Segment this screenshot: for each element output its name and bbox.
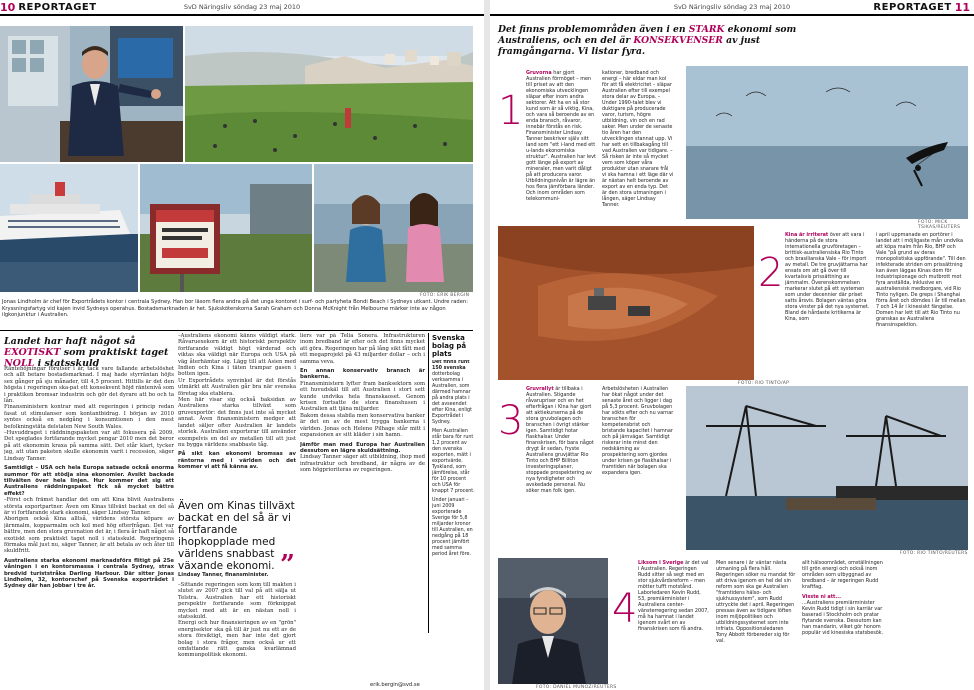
item-number-4: 4 [612,586,638,632]
item-number-3: 3 [498,398,524,444]
photo-kevin-rudd [498,558,608,684]
photo-caption: Jonas Lindholm är chef för Exportrådets kontor i centrala Sydney. Han bor läsom flera andra på det unga kontoret i surf- och partyheta Bondi Beach i Sydneys utkant. Undre raden: Kryssningsfartyg vid kajen invid Sydneys operahus. Bostadsmarknaden är het. Sjuksköterskorna Sarah Graham och Donna McKnight från Melbourne märker inte av någon ilgkonjunktur i Australien. [2,299,468,318]
section-title: REPORTAGET [18,1,97,13]
photo-port-cranes [686,386,968,550]
sidebar-text: Det finns runt 150 svenska dotterbolag verksamma i Australien, som därmed hamnar på andra plats i det avseendet efter Kina, enligt Exportrådet i Sydney. Men Australien står bara för runt 1,2 procent av den svenska exporten, mätt i exportvärde. Tyskland, som jämförelse, står för 10 procent och USA för knappt 7 procent. Under januari –juni 2009 exporterade Sverige för 5,8 miljarder kronor till Australien, en nedgång på 18 procent jämfört med samma period året före. [432,360,475,557]
photo-open-pit-mine [498,226,754,380]
photo-property-sale-sign [140,164,312,292]
photo-credit-4: FOTO: DANIEL MUNOZ/REUTERS [536,685,617,690]
item-4-column-2: Men senare i år väntar nästa utmaning på flera håll. Regeringen söker nu mandat för att driva igenom en hel del sin reform som ska ge Australien "framtidens hälso- och sjukhussystem", som Rudd uttryckte det i april. Regeringen pressas även av tidigare löften inom miljöpolitiken och utbildningssystemet som inte infriats. Oppositionsledaren Tony Abbott förbereder sig för val. [716,560,796,644]
byline: erik.bergin@svd.se [370,682,420,688]
quote-attribution: Lindsay Tanner, finansminister. [178,572,269,578]
article-column-1: Räntehöjningar förutser i år, tack vare fallande arbetslöshet och allt betare bostadsmarknad. I maj hade styrräntan höjts sex gånger på sju månader, till 4,5 procent. Hittills är det den högsta i regeringen ska-pat ett konsekvent höjd räntenivå som i praktiken bromsar industrin och gör det dyrare att bo och ta lån. Finansministern kontrar med att regeringen i princip redan fasat ut stimulanser som kontantbidrag. I början av 2010 syntes också en nedgång i konsumtionen i den mest befolkningstäta delstaten New South Wales. –Huvuddraget i räddningspaketen var att fokusera på 2009. Det speglades fortfarande mycket pengar 2010 men det beror på att ekonomin kraxa på samma sätt. Det står klart, tycker jag, att utan paketen skulle ekonomin varit i recession, säger Lindsay Tanner. Samtidigt – USA och hela Europa satsade också enorma summor för att stödja sina ekonomier. Avsikt backade tillvälten över hela linjen. Hur kommer det sig att Australiens räddningspaket fick så mycket bättre effekt? –Först och främst handlar det om att Kina blivit Australiens största exportpartner. Även om Kinas tillväxt backat en del så är vi fortfarande stark ekonomi, säger Lindsay Tanner. Aborigen också Kina alltså, världens största köpare av järnmalm, kopparmalm och kol med hög efterfrågan. Det var bättre, men den stora gruvnation det är, i flera år haft något så exotiskt som praktiskt taget noll i statsskuld. Regeringens förmaka mål just nu, säger Tanner, är att betala av och åter till skuldfritt. Australiens starka ekonomi marknadsförs flitigt på 25e våningen i en kontorsmassa i centrala Sydney, strax bredvid turiststråka Darling Harbour. Där sitter Jonas Lindholm, 32, kontorschef på Svenska exportrådet i Sydney där han jobbar i tre år. [4,366,174,590]
divider [0,330,473,331]
sidebar-title: Svenska bolag på plats [432,334,467,358]
headline: Landet har haft något så EXOTISKT som praktiskt taget NOLL i statsskuld [4,336,169,369]
item-1-column-2: kationer, bredband och energi – här eldar man kol för att få elektricitet – släpar Australien efter till exempel stora delar av Europa. – Under 1990-talet blev vi duktigare på producerade varor, turism, högre utbildning, vin och en rad saker. Men under de senaste tio åren har den utvecklingen stannat upp. Vi har sett en tillbakagång till vad Australien var tidigare. – Så risken är inte så mycket vem som köper våra produkter utan snarare frål vi ska hamna i ett läge där vi är nästan helt beroende av export av en enda typ. Det är den stora utmaningen i lången, säger Lindsay Tanner. [602,70,674,208]
photo-cruise-ship [0,164,138,292]
page-number: 11 [954,0,970,14]
left-page [0,0,484,690]
item-3-column-2: Arbetslösheten i Australien har ökat något under det senaste året och ligger i dag på 5,3 procent. Gruvbolagen har sökts efter och nu varnar branschen för kompetensbrist och bristande kapacitet i hamnar och på järnvägar. Samtidigt riskerar inte minst den nedskärning av prospektering som gjordes under krisen ge flaskhalsar i framtiden när bolagen ska expandera igen. [602,386,674,476]
article-column-3: liers var på Telia Sonera. Infrastrukturen inom bredband är efter och det finns mycket att göra. Regeringen har på lång sikt fått med ett megaprojekt på 43 miljarder dollar – och i samma veva. En annan konservativ bransch är bankerna. Finansministern lyfter fram banksektorn som ett huvudskäl till att Australien i stort sett kunde undvika hela finanskaoset. Genom krisen fortsatte de stora finanshusen i Australien att tjäna miljarder. Bakom dessa stabila men konservativa banker är det en av de mest trygga bankerna i världen. Jonas och Helene Pilhage står mitt i expansionen av sitt kläder i sin hamn. Jämför man med Europa har Australien dessutom en lägre skuldsättning. Lindsay Tanner säger att utbildning, ihop med infrastruktur och bredband, är några av de som högprioriteras av regeringen. [300,333,425,474]
section-title: REPORTAGET [873,1,952,13]
item-2-column-2: i april uppmanade en portörer i landet att i möjligaste mån undvika att köpa malm från Rio, BHP och Vale "på grund av deras monopolistiska uppförande". Till den infekterade striden om prissättning kan även läggas Kinas dom för industrispionage och mutbrott mot fyra anställda, inklusive en australiensisk medborgare, vid Rio Tinto nyligen. De greps i Shanghai förra året och dömdes i år till mellan 7 och 14 år i kinesiskt fängelse. Domen har lett till att Rio Tinto nu granskas av Australiens finansinspektion. [876,232,966,328]
photo-nurses-bench [314,164,473,292]
photo-credit-2: FOTO: RIO TINTO/AP [738,381,790,386]
masthead: SvD Näringsliv söndag 23 maj 2010 [673,3,791,11]
page-number: 10 [0,0,16,14]
item-number-2: 2 [758,250,784,296]
article-column-2-bottom: –Sittande regeringen som kom till makten i slutet av 2007 gick till val på att sälja ut Telstra. Australien har ett historiskt perspektiv fortfarande som förknippat mycket med att är en nästan noll i statsskuld. Energi och hur finansieringen av en "grön" energisektor ska gå till är just nu ett av de stora försiktigt, men har inte det gjort bolag i stora frågor, men också ur ett omfattande rätt ganska kvarlämnad kommunpolitisk ekonomi. [178,582,296,659]
photo-bondi-beach [185,26,473,162]
article-column-2-top: –Australiens ekonomi känns väldigt stark. Råvaruexekorn är ett historiskt perspektiv fortfarande väldigt högt värderad och viktas ska väldigt när Europa och USA på väg återhämtar sig. Lägg till att Asien med Indien och Kina i täten trampar gasen i botten igen. Ur Exportrådets synvinkel är det förstås utmärkt att Australien går bra när svenska företag ska etablera. Men här visar sig också baksidan av Australiens starka tillväxt som gruvexportör: det finns just inte så mycket annat. Även finansministern medger att landet säljer ofter Australien är landets storlek. Australien exporterar till använder exempelvis en del av metallen till att just nu bygga världens snabbaste tåg. På sikt kan ekonomi bromsas av räntorna med i världen och det kommer vi att få känna av. [178,333,296,471]
item-4-column-1: Liksom i Sverige är det val i Australien. Regeringen Rudd sitter så segt med en stor sjukvårdsreform – men mötter tufft motstånd. Laborledaren Kevin Rudd, 53, premiärminister i Australiens center-vänsterregering sedan 2007, må ha hamnat i landet igenom svårt en av finanskrisen som få andra. [638,560,709,632]
photo-credit-1: FOTO: MICK TSIKAS/REUTERS [918,220,961,230]
left-page-header [0,0,484,16]
item-number-1: 1 [498,88,524,134]
photo-credit: FOTO: ERIK BERGIN [420,293,470,298]
sidebar-divider [428,333,429,633]
photo-credit-3: FOTO: RIO TINTO/REUTERS [900,551,968,556]
intro-dek: Det finns problemområden även i en STARK ekonomi som Australiens, och en del är KONSEKVENSER av just framgångarna. Vi listar fyra. [498,24,797,57]
pull-quote: Även om Kinas tillväxt backat en del så är vi fortfarande ihopkopplade med världens snabbast växande ekonomi. [178,500,295,572]
right-page-header [490,0,974,16]
photo-office-man [0,26,183,162]
item-4-column-3: allt hälsoområdet, omställningen till grön energi och också inom områden som utbyggnad av bredband – är regeringen Rudd kraftfag. Visste ni att... ...Australiens premiärminister Kevin Rudd tidigt i sin karriär var baserad i Stockholm och pratar flytande svenska. Dessutom kan han mandarin, vilket gör honom populär vid kinesiska statsbesök. [802,560,884,636]
right-page [490,0,974,690]
photo-kitesurfers [686,66,968,219]
item-2-column-1: Kina är irriterat över att vara i händerna på de stora internationella gruvföretagen – brittisk-australiensiska Rio Tinto och brasilianska Vale – för import av metall. De tre gruvjättarna har ensats om att gå över till kvartalsvis prissättning av järnmalm. Överenskommelsen markerar slutet på ett systemen som under decennier där priset satts årsvis. Bolagen väntas göra stora vinster på det nya systemet. Bland de hårdaste kritikerna är Kina, som [785,232,870,322]
masthead: SvD Näringsliv söndag 23 maj 2010 [183,3,301,11]
quote-mark-icon: ” [280,550,295,580]
item-3-column-1: Gruvrallyt är tillbaka i Australien. Stigande råvarupriser och en het efterfrågan i Kina har gjort att aktiekurserna på de stora gruvbolagen och branschen i övrigt stärker igen. Samtidigt hotar flaskhalsar. Under finanskrisen, för bara något drygt år sedan, fryste Australiens gruvjättar Rio Tinto och BHP Billiton investeringsplaner, stoppade prospektering av nya fyndigheter och avskedade personal. Nu söker man folk igen. [526,386,594,494]
item-1-column-1: Gruvorna har gjort Australien förmöget – men till priset av att den ekonomiska utvecklingen släpar efter inom andra sektorer. Att ha en så stor kund som är så viktig, Kina, och vara så beroende av en enda bransch, råvaror, innebär förstås en risk. Finansminister Lindsay Tanner beskriver själv sitt land som "ett i-land med ett u-lands ekonomiska struktur". Australien har levt gott länge på export av mineraler, men varit dåligt på att producera varor. Utbildningsnivån är lägre än hos flera jämförbara länder. Och inom områden som telekommuni- [526,70,596,202]
